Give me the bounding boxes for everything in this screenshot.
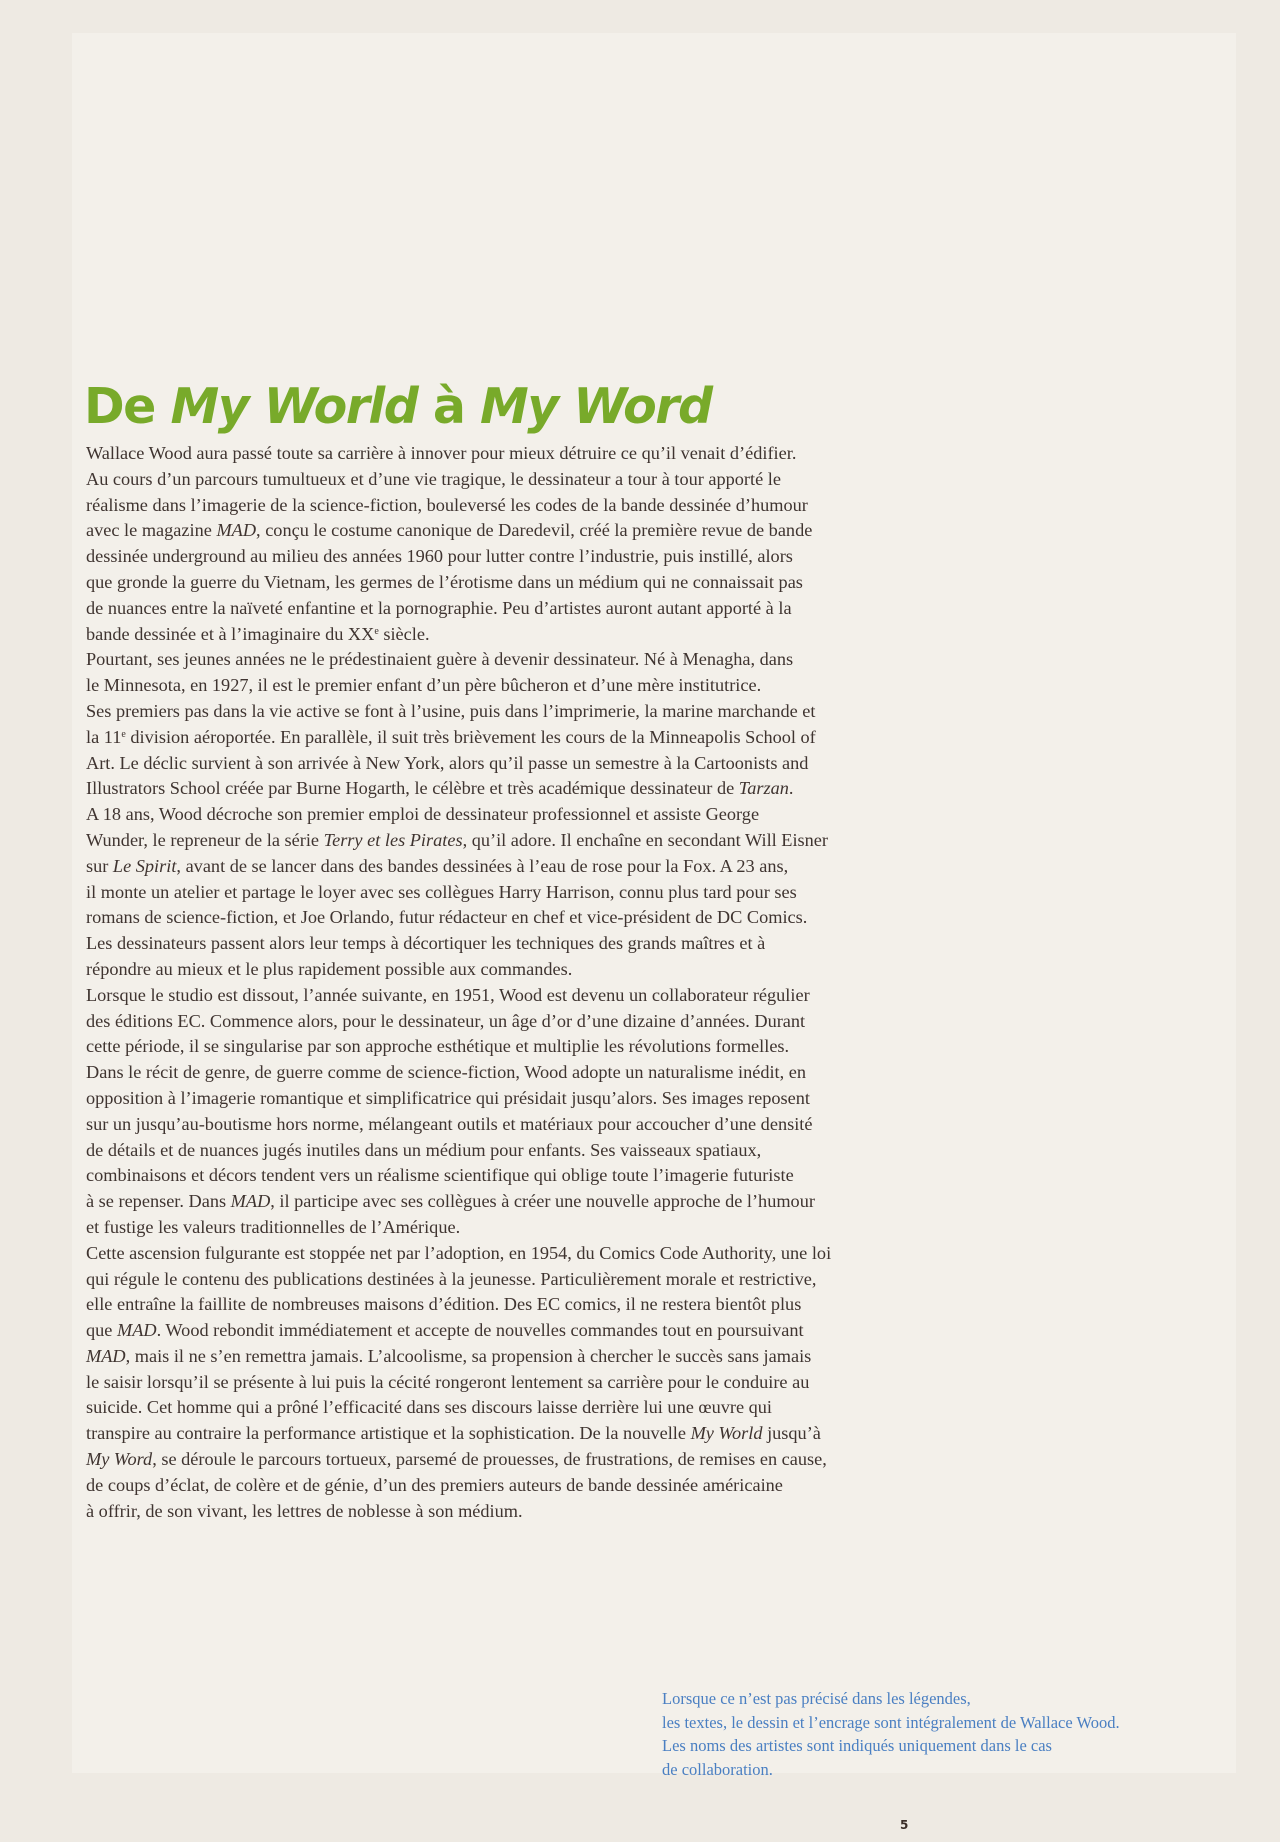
- credits-note: [662, 1687, 1120, 1781]
- article-body: [86, 441, 936, 1524]
- caption-line: Les noms des artistes sont indiqués uniquement dans le cas: [662, 1736, 1052, 1755]
- title-text-italic: My Word: [480, 378, 712, 435]
- page-number: 5: [900, 1818, 909, 1832]
- text-line: [86, 880, 936, 906]
- text-line: [86, 1163, 936, 1189]
- text-line: [86, 1060, 936, 1086]
- caption-line: les textes, le dessin et l’encrage sont intégralement de Wallace Wood.: [662, 1712, 1120, 1732]
- text-run: elle entraîne la faillite de nombreuses maisons d’édition. Des EC comics, il ne restera bientôt plus: [86, 1294, 802, 1315]
- title-text: à: [417, 378, 480, 435]
- text-line: [86, 518, 936, 544]
- text-run: des éditions EC. Commence alors, pour le dessinateur, un âge d’or d’une dizaine d’années. Durant: [86, 1010, 806, 1031]
- text-run: Illustrators School créée par Burne Hogarth, le célèbre et très académique dessinateur de: [86, 778, 739, 799]
- text-line: [86, 441, 936, 467]
- text-run: suicide. Cet homme qui a prôné l’efficacité dans ses discours laisse derrière lui une œuvre qui: [86, 1397, 773, 1418]
- text-line: [86, 1138, 936, 1164]
- text-run: Lorsque le studio est dissout, l’année suivante, en 1951, Wood est devenu un collaborateur régulier: [86, 984, 810, 1005]
- italic-title: Terry et les Pirates: [323, 829, 463, 850]
- text-run: , avant de se lancer dans des bandes dessinées à l’eau de rose pour la Fox. A 23 ans,: [176, 855, 789, 876]
- text-run: siècle.: [378, 623, 430, 644]
- text-line: [86, 1370, 936, 1396]
- text-line: [86, 1267, 936, 1293]
- text-run: , il participe avec ses collègues à créer une nouvelle approche de l’humour: [270, 1191, 815, 1212]
- text-run: bande dessinée et à l’imaginaire du XX: [86, 623, 375, 644]
- text-run: Pourtant, ses jeunes années ne le prédestinaient guère à devenir dessinateur. Né à Menagha, dans: [86, 649, 794, 670]
- text-run: qui régule le contenu des publications destinées à la jeunesse. Particulièrement morale et restrictive,: [86, 1268, 817, 1289]
- text-run: Au cours d’un parcours tumultueux et d’une vie tragique, le dessinateur a tour à tour apporté le: [86, 468, 781, 489]
- text-run: la 11: [86, 726, 122, 747]
- text-run: Art. Le déclic survient à son arrivée à New York, alors qu’il passe un semestre à la Cartoonists and: [86, 752, 809, 773]
- text-line: [86, 1344, 936, 1370]
- text-line: [86, 776, 936, 802]
- text-run: combinaisons et décors tendent vers un réalisme scientifique qui oblige toute l’imagerie futuriste: [86, 1165, 794, 1186]
- text-line: [86, 673, 936, 699]
- text-run: Dans le récit de genre, de guerre comme de science-fiction, Wood adopte un naturalisme inédit, en: [86, 1062, 807, 1083]
- text-run: avec le magazine: [86, 520, 217, 541]
- text-line: [86, 622, 936, 648]
- text-run: A 18 ans, Wood décroche son premier emploi de dessinateur professionnel et assiste George: [86, 804, 760, 825]
- text-line: [86, 1318, 936, 1344]
- text-run: et fustige les valeurs traditionnelles de l’Amérique.: [86, 1216, 461, 1237]
- text-line: [86, 905, 936, 931]
- text-run: Wallace Wood aura passé toute sa carrière à innover pour mieux détruire ce qu’il venait d’édifier.: [86, 443, 797, 463]
- text-run: de détails et de nuances jugés inutiles dans un médium pour enfants. Ses vaisseaux spatiaux,: [86, 1139, 762, 1160]
- text-run: , se déroule le parcours tortueux, parsemé de prouesses, de frustrations, de remises en cause,: [152, 1449, 827, 1470]
- text-line: [86, 544, 936, 570]
- text-run: Ses premiers pas dans la vie active se font à l’usine, puis dans l’imprimerie, la marine marchande et: [86, 700, 816, 721]
- text-run: dessinée underground au milieu des années 1960 pour lutter contre l’industrie, puis instillé, alors: [86, 546, 793, 567]
- text-run: , mais il ne s’en remettra jamais. L’alcoolisme, sa propension à chercher le succès sans jamais: [125, 1345, 812, 1366]
- text-run: le Minnesota, en 1927, il est le premier enfant d’un père bûcheron et d’une mère institutrice.: [86, 675, 762, 696]
- text-line: [86, 1189, 936, 1215]
- article-title: [84, 378, 712, 435]
- italic-title: My Word: [86, 1449, 153, 1470]
- text-line: [86, 1473, 936, 1499]
- text-line: [86, 828, 936, 854]
- text-run: le saisir lorsqu’il se présente à lui puis la cécité rongeront lentement sa carrière pour le conduire au: [86, 1371, 810, 1392]
- italic-title: MAD: [86, 1345, 126, 1366]
- text-run: opposition à l’imagerie romantique et simplificatrice qui présidait jusqu’alors. Ses images reposent: [86, 1087, 810, 1108]
- text-run: sur un jusqu’au-boutisme hors norme, mélangeant outils et matériaux pour accoucher d’une densité: [86, 1113, 813, 1134]
- text-run: il monte un atelier et partage le loyer avec ses collègues Harry Harrison, connu plus tard pour ses: [86, 881, 797, 902]
- title-text: De: [84, 378, 171, 435]
- italic-title: My World: [690, 1423, 763, 1444]
- text-line: [86, 1112, 936, 1138]
- text-run: jusqu’à: [762, 1423, 821, 1444]
- text-run: Les dessinateurs passent alors leur temps à décortiquer les techniques des grands maîtres et à: [86, 933, 766, 954]
- italic-title: Le Spirit: [112, 855, 177, 876]
- text-run: Wunder, le repreneur de la série: [86, 829, 324, 850]
- text-run: de coups d’éclat, de colère et de génie, d’un des premiers auteurs de bande dessinée américaine: [86, 1474, 783, 1495]
- text-line: [86, 1086, 936, 1112]
- text-line: [86, 1395, 936, 1421]
- text-line: [86, 1499, 936, 1525]
- text-line: [86, 1241, 936, 1267]
- text-run: sur: [86, 855, 113, 876]
- text-line: [86, 1215, 936, 1241]
- text-line: [86, 1447, 936, 1473]
- text-run: Cette ascension fulgurante est stoppée net par l’adoption, en 1954, du Comics Code Authority, une loi: [86, 1242, 832, 1263]
- text-line: [86, 751, 936, 777]
- text-line: [86, 647, 936, 673]
- text-run: de nuances entre la naïveté enfantine et la pornographie. Peu d’artistes auront autant apporté à la: [86, 597, 792, 618]
- caption-line: Lorsque ce n’est pas précisé dans les légendes,: [662, 1689, 971, 1708]
- text-run: , conçu le costume canonique de Daredevil, créé la première revue de bande: [256, 520, 813, 541]
- text-line: [86, 570, 936, 596]
- text-line: [86, 725, 936, 751]
- text-run: à se repenser. Dans: [86, 1191, 231, 1212]
- italic-title: MAD: [116, 1320, 157, 1341]
- text-line: [86, 802, 936, 828]
- text-line: [86, 493, 936, 519]
- text-run: que gronde la guerre du Vietnam, les germes de l’érotisme dans un médium qui ne connaissait pas: [86, 571, 803, 592]
- text-run: . Wood rebondit immédiatement et accepte de nouvelles commandes tout en poursuivant: [156, 1320, 804, 1341]
- superscript: e: [374, 625, 379, 637]
- text-run: transpire au contraire la performance artistique et la sophistication. De la nouvelle: [86, 1423, 691, 1444]
- text-line: [86, 1421, 936, 1447]
- text-line: [86, 596, 936, 622]
- title-text-italic: My World: [170, 378, 418, 435]
- text-run: à offrir, de son vivant, les lettres de noblesse à son médium.: [86, 1500, 523, 1521]
- text-run: répondre au mieux et le plus rapidement possible aux commandes.: [86, 958, 573, 979]
- text-run: , qu’il adore. Il enchaîne en secondant Will Eisner: [462, 829, 828, 850]
- text-line: [86, 957, 936, 983]
- italic-title: Tarzan: [738, 778, 789, 799]
- text-run: que: [86, 1320, 117, 1341]
- text-run: romans de science-fiction, et Joe Orlando, futur rédacteur en chef et vice-président de DC Comics.: [86, 907, 808, 928]
- text-line: [86, 1292, 936, 1318]
- text-run: .: [788, 778, 794, 799]
- text-line: [86, 931, 936, 957]
- text-line: [86, 467, 936, 493]
- text-run: cette période, il se singularise par son approche esthétique et multiplie les révolutions formelles.: [86, 1036, 790, 1057]
- text-line: [86, 1034, 936, 1060]
- caption-line: de collaboration.: [662, 1759, 773, 1779]
- text-line: [86, 699, 936, 725]
- superscript: e: [121, 728, 126, 740]
- italic-title: MAD: [216, 520, 257, 541]
- text-line: [86, 854, 936, 880]
- text-run: réalisme dans l’imagerie de la science-fiction, bouleversé les codes de la bande dessinée d’humour: [86, 494, 808, 515]
- text-line: [86, 1009, 936, 1035]
- text-run: division aéroportée. En parallèle, il suit très brièvement les cours de la Minneapolis School of: [125, 726, 816, 747]
- italic-title: MAD: [230, 1191, 271, 1212]
- text-line: [86, 983, 936, 1009]
